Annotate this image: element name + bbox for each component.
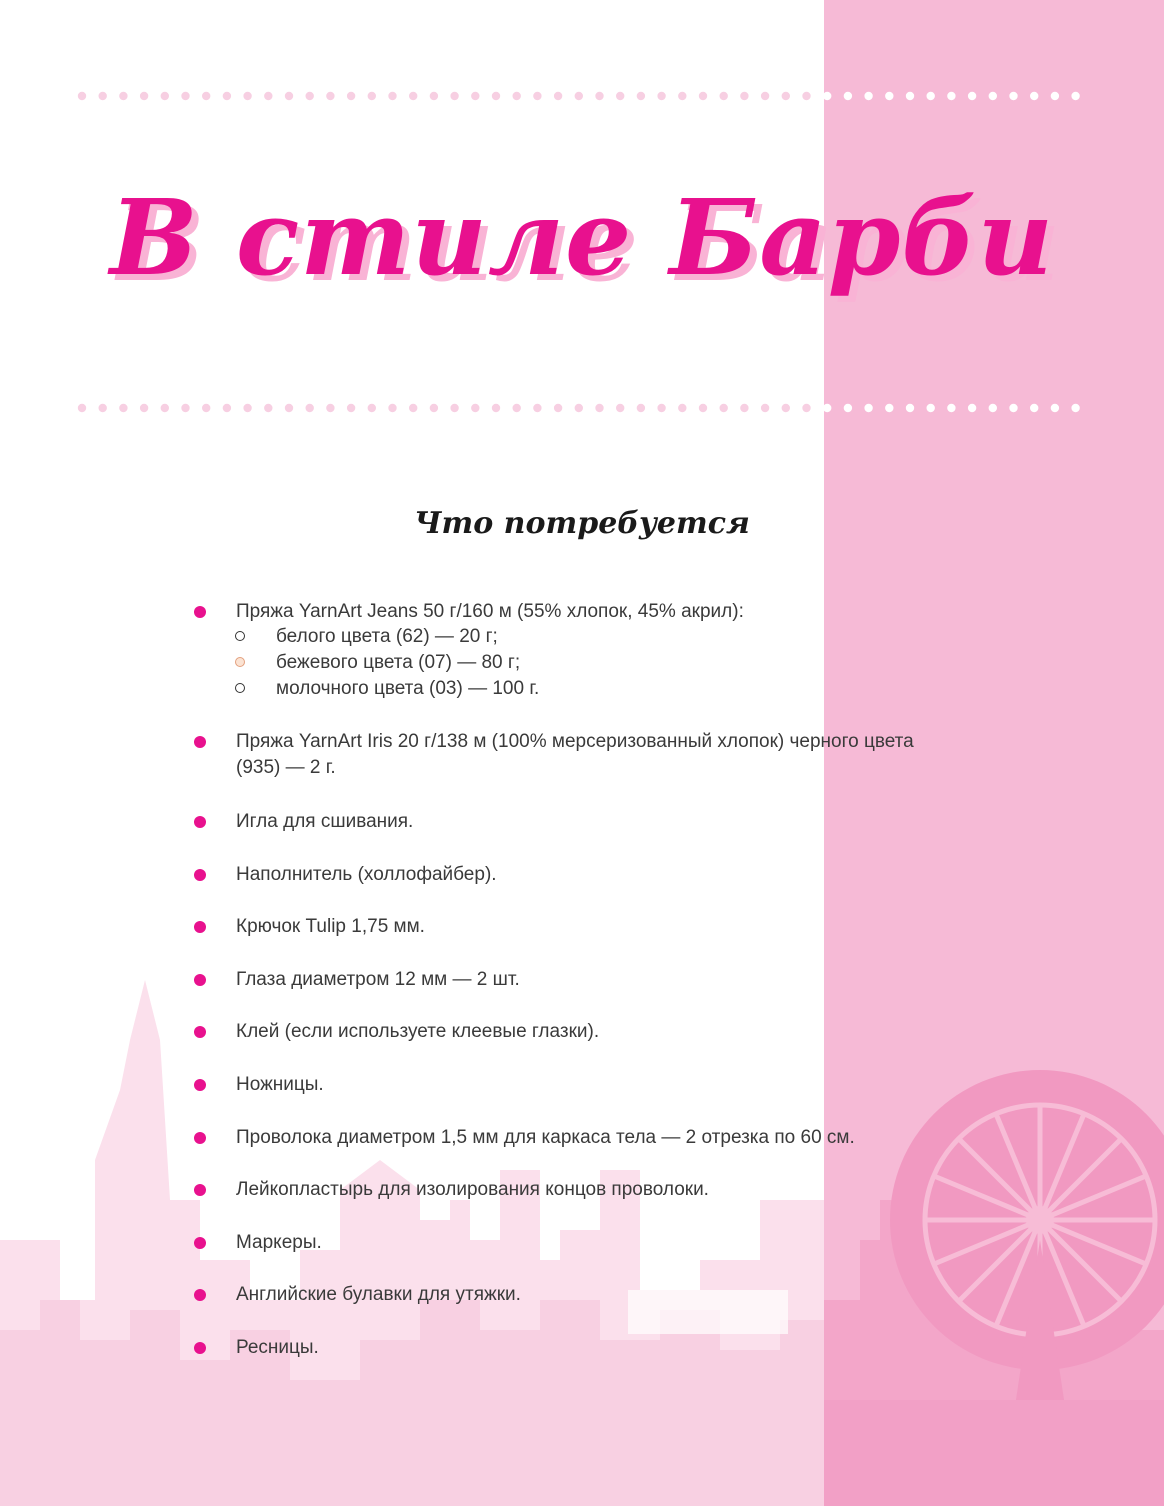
bullet-icon [194,1079,206,1091]
page-title: В стиле Барби [109,176,1055,299]
bullet-icon [194,869,206,881]
list-item: Английские булавки для утяжки. [236,1284,521,1305]
sub-item: бежевого цвета (07) — 80 г; [276,652,521,673]
bullet-icon [194,1184,206,1196]
list-item: Глаза диаметром 12 мм — 2 шт. [236,969,520,990]
bullet-icon [194,1342,206,1354]
bullet-icon [194,1289,206,1301]
bullet-icon [194,816,206,828]
section-heading: Что потребуется [414,506,750,541]
bullet-icon [194,1237,206,1249]
bullet-icon [194,921,206,933]
list-item: Лейкопластырь для изолирования концов проволоки. [236,1179,709,1200]
bullet-icon [194,736,206,748]
color-swatch-icon [235,631,245,641]
sub-item: молочного цвета (03) — 100 г. [276,678,540,699]
list-item: Ножницы. [236,1074,324,1095]
list-item: Пряжа YarnArt Iris 20 г/138 м (100% мерсеризованный хлопок) черного цвета [236,731,914,752]
bullet-icon [194,1132,206,1144]
list-item: Наполнитель (холлофайбер). [236,864,497,885]
list-item: Пряжа YarnArt Jeans 50 г/160 м (55% хлопок, 45% акрил): [236,601,744,622]
list-item: Игла для сшивания. [236,811,414,832]
list-item: Маркеры. [236,1232,322,1253]
bullet-icon [194,606,206,618]
bullet-icon [194,1026,206,1038]
list-item: Ресницы. [236,1337,319,1358]
list-item: Крючок Tulip 1,75 мм. [236,916,425,937]
bullet-icon [194,974,206,986]
list-item: Проволока диаметром 1,5 мм для каркаса тела — 2 отрезка по 60 см. [236,1127,855,1148]
list-item: Клей (если используете клеевые глазки). [236,1021,600,1042]
color-swatch-icon [235,683,245,693]
color-swatch-icon [235,657,245,667]
list-item-continuation: (935) — 2 г. [236,757,336,778]
sub-item: белого цвета (62) — 20 г; [276,626,498,647]
